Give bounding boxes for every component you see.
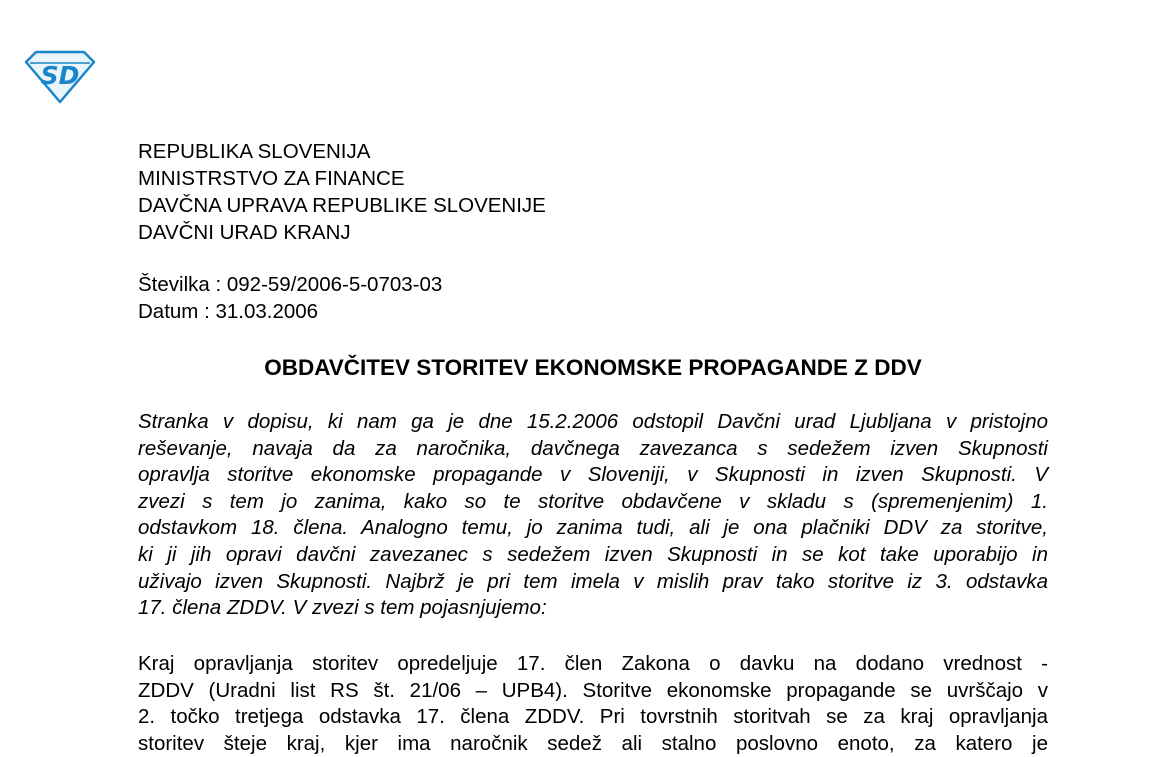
reference-block [138, 271, 442, 325]
body-line: ZDDV (Uradni list RS št. 21/06 – UPB4). Storitve ekonomske propagande se uvrščajo v [138, 678, 1048, 702]
body-line: 2. točko tretjega odstavka 17. člena ZDDV. Pri tovrstnih storitvah se za kraj opravljanja [138, 705, 1048, 729]
header-line-tax-administration: DAVČNA UPRAVA REPUBLIKE SLOVENIJE [138, 194, 546, 217]
header-line-tax-office: DAVČNI URAD KRANJ [138, 221, 351, 244]
intro-line: ki ji jih opravi davčni zavezanec s sedežem izven Skupnosti in se kot take uporabijo in [138, 542, 1048, 566]
header-block [138, 138, 546, 246]
header-line-ministry: MINISTRSTVO ZA FINANCE [138, 167, 405, 190]
logo-text: SD [40, 61, 80, 90]
body-paragraph [138, 651, 1048, 757]
document-date: Datum : 31.03.2006 [138, 300, 319, 323]
intro-line: Stranka v dopisu, ki nam ga je dne 15.2.2006 odstopil Davčni urad Ljubljana v pristojno [138, 410, 1048, 433]
body-line: Kraj opravljanja storitev opredeljuje 17. člen Zakona o davku na dodano vrednost - [138, 652, 1048, 675]
intro-line: opravlja storitve ekonomske propagande v Sloveniji, v Skupnosti in izven Skupnosti. V [138, 463, 1048, 487]
intro-line: odstavkom 18. člena. Analogno temu, jo zanima tudi, ali je ona plačniki DDV za storitve, [138, 516, 1048, 540]
body-line: storitev šteje kraj, kjer ima naročnik sedež ali stalno poslovno enoto, za katero je [138, 731, 1048, 755]
header-line-republic: REPUBLIKA SLOVENIJA [138, 140, 371, 163]
intro-line: 17. člena ZDDV. V zvezi s tem pojasnjujemo: [138, 596, 547, 620]
intro-line: reševanje, navaja da za naročnika, davčnega zavezanca s sedežem izven Skupnosti [138, 436, 1048, 460]
intro-line: zvezi s tem jo zanima, kako so te storitve obdavčene v skladu s (spremenjenim) 1. [138, 489, 1048, 513]
intro-paragraph [138, 409, 1048, 622]
document-number: Številka : 092-59/2006-5-0703-03 [138, 273, 443, 296]
du-rs-logo-icon [22, 50, 98, 104]
intro-line: uživajo izven Skupnosti. Najbrž je pri tem imela v mislih prav tako storitve iz 3. odstavka [138, 569, 1048, 593]
document-title: OBDAVČITEV STORITEV EKONOMSKE PROPAGANDE Z DDV [264, 355, 922, 380]
